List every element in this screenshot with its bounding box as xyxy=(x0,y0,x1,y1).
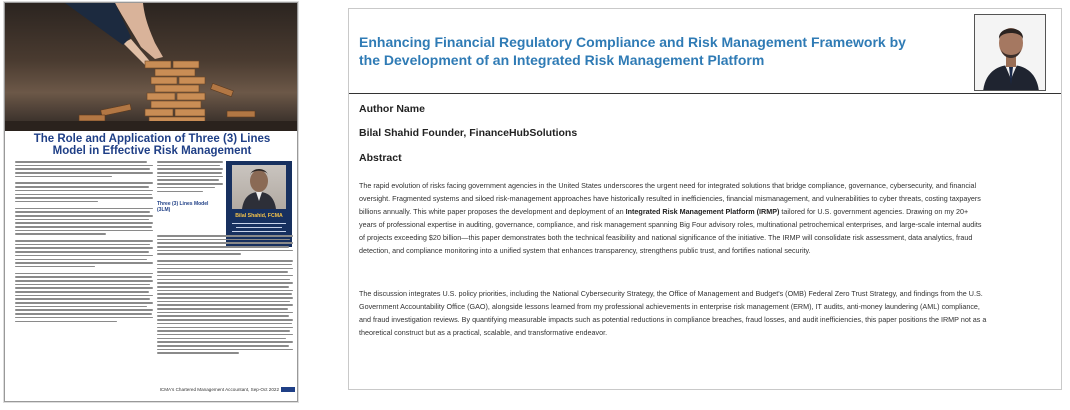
magazine-right-column xyxy=(157,235,293,356)
abstract-line xyxy=(359,205,1061,218)
abstract-line: years of professional expertise in auditing, governance, compliance, and risk management spanning Big Four advisory roles, multinational petrochemical enterprises, and large-scale internal audits xyxy=(359,220,982,229)
abstract-line: The rapid evolution of risks facing government agencies in the United States underscores the urgent need for integrated solutions that bridge compliance, governance, cybersecurity, and financial xyxy=(359,181,977,190)
magazine-author-name: Bilal Shahid, FCMA xyxy=(235,213,283,219)
portrait-icon xyxy=(232,165,286,209)
abstract-text: billions annually. This white paper proposes the development and deployment of an xyxy=(359,207,624,216)
abstract-line: detection, and compliance monitoring into a unified system that enhances transparency, strengthens public trust, and fortifies national security. xyxy=(359,246,811,255)
abstract-line: Government Accountability Office (GAO), alongside lessons learned from my professional achievements in enterprise risk management (ERM), IT audits, anti-money laundering (AML) compliance, xyxy=(359,302,980,311)
paper-title xyxy=(359,33,959,69)
magazine-title-line: Model in Effective Risk Management xyxy=(52,145,252,157)
abstract-line: and fraud investigation reviews. By quantifying measurable impacts such as potential reductions in compliance breaches, fraud losses, and audit inefficiencies, this paper positions the IRMP not as a xyxy=(359,315,987,324)
magazine-article-title xyxy=(13,133,291,157)
magazine-author-photo xyxy=(232,165,286,209)
magazine-footer-text: ICMA's Chartered Management Accountant, Sep-Oct 2022 xyxy=(159,387,279,392)
magazine-page xyxy=(4,2,298,402)
jenga-blocks-image xyxy=(5,3,298,131)
abstract-line: The discussion integrates U.S. policy priorities, including the National Cybersecurity Strategy, the Office of Management and Budget's (OMB) Federal Zero Trust Strategy, and findings from the U.S. xyxy=(359,289,983,298)
icma-logo-icon xyxy=(281,387,295,392)
paper-header xyxy=(349,9,1061,94)
paper-title-line: Enhancing Financial Regulatory Compliance and Risk Management Framework by xyxy=(359,34,906,50)
paper-title-line: the Development of an Integrated Risk Management Platform xyxy=(359,52,765,68)
author-name-label: Author Name xyxy=(359,103,425,115)
magazine-cover-photo xyxy=(5,3,298,131)
author-photo xyxy=(974,14,1046,91)
abstract-heading: Abstract xyxy=(359,152,402,164)
abstract-line: theoretical construct but as a practical, scalable, and transformative endeavor. xyxy=(359,328,608,337)
abstract-line: of projects exceeding $20 billion—this paper demonstrates both the technical feasibility and national significance of the initiative. The IRMP will consolidate risk assessment, data analytics, fraud xyxy=(359,233,973,242)
magazine-subhead: Three (3) Lines Model (3LM) xyxy=(157,201,209,213)
author-portrait-icon xyxy=(975,15,1046,91)
paper-page xyxy=(348,8,1062,390)
magazine-footer xyxy=(155,387,295,395)
abstract-paragraph-1 xyxy=(359,179,1061,257)
abstract-text: tailored for U.S. government agencies. Drawing on my 20+ xyxy=(779,207,969,216)
magazine-body-column xyxy=(15,161,153,324)
irmp-emphasis: Integrated Risk Management Platform (IRMP) xyxy=(625,207,780,216)
magazine-title-line: The Role and Application of Three (3) Lines xyxy=(33,133,271,145)
abstract-paragraph-2 xyxy=(359,287,1061,339)
abstract-line: oversight. Fragmented systems and siloed risk-management approaches have historically resulted in inefficiencies, financial mismanagement, and vulnerabilities to cyber threats, costing taxpayers xyxy=(359,194,981,203)
author-name-value: Bilal Shahid Founder, FinanceHubSolutions xyxy=(359,127,578,139)
magazine-side-column xyxy=(157,161,223,194)
